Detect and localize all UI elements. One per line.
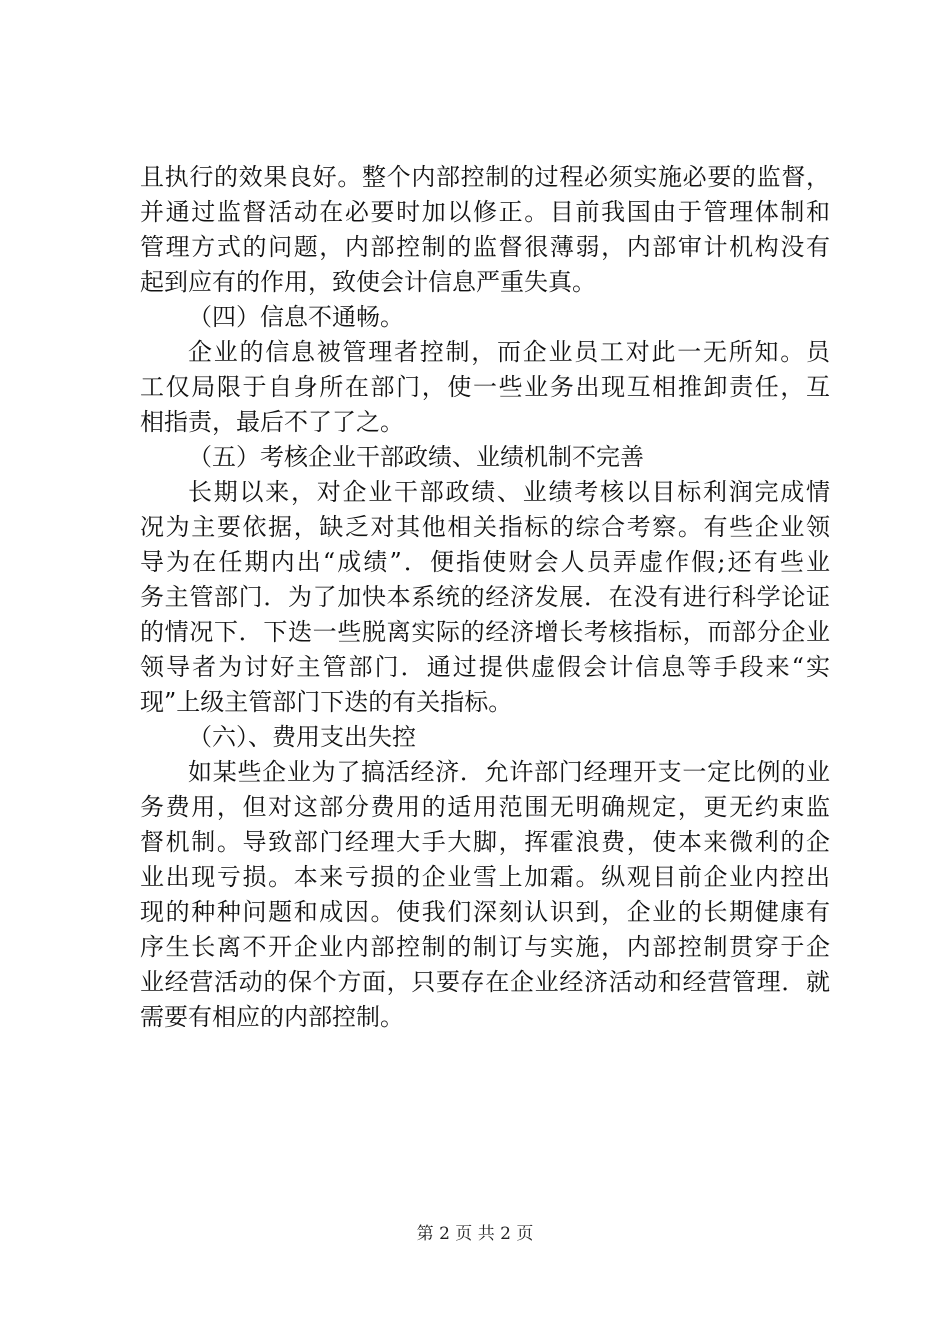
paragraph-line: 需要有相应的内部控制。 — [140, 1003, 404, 1031]
paragraph-line: 务主管部门．为了加快本系统的经济发展．在没有进行科学论证 — [140, 583, 830, 611]
paragraph-line: 业出现亏损。本来亏损的企业雪上加霜。纵观目前企业内控出 — [140, 863, 830, 891]
paragraph-line: 且执行的效果良好。整个内部控制的过程必须实施必要的监督， — [140, 163, 830, 191]
paragraph-line: 工仅局限于自身所在部门，使一些业务出现互相推卸责任，互 — [140, 373, 830, 401]
paragraph-line: 企业的信息被管理者控制，而企业员工对此一无所知。员 — [188, 338, 830, 366]
paragraph-line: 现”上级主管部门下迭的有关指标。 — [140, 688, 513, 716]
paragraph-line: 序生长离不开企业内部控制的制订与实施，内部控制贯穿于企 — [140, 933, 830, 961]
paragraph-line: 并通过监督活动在必要时加以修正。目前我国由于管理体制和 — [140, 198, 830, 226]
page-number-label: 第 2 页 共 2 页 — [416, 1224, 534, 1244]
paragraph-line: 如某些企业为了搞活经济．允许部门经理开支一定比例的业 — [188, 758, 830, 786]
page-footer — [0, 1222, 950, 1246]
section-heading: （四）信息不通畅。 — [188, 303, 404, 331]
paragraph-line: 现的种种问题和成因。使我们深刻认识到，企业的长期健康有 — [140, 898, 830, 926]
body-text — [140, 160, 830, 1035]
section-heading: （六）、费用支出失控 — [188, 723, 416, 751]
paragraph-line: 的情况下．下迭一些脱离实际的经济增长考核指标，而部分企业 — [140, 618, 830, 646]
paragraph-line: 业经营活动的保个方面，只要存在企业经济活动和经营管理．就 — [140, 968, 830, 996]
paragraph-line: 起到应有的作用，致使会计信息严重失真。 — [140, 268, 596, 296]
paragraph-line: 务费用，但对这部分费用的适用范围无明确规定，更无约束监 — [140, 793, 830, 821]
paragraph-line: 领导者为讨好主管部门．通过提供虚假会计信息等手段来“实 — [140, 653, 830, 681]
paragraph-line: 长期以来，对企业干部政绩、业绩考核以目标利润完成情 — [188, 478, 830, 506]
paragraph-line: 导为在任期内出“成绩”．便指使财会人员弄虚作假;还有些业 — [140, 548, 830, 576]
section-heading: （五）考核企业干部政绩、业绩机制不完善 — [188, 443, 644, 471]
paragraph-line: 况为主要依据，缺乏对其他相关指标的综合考察。有些企业领 — [140, 513, 830, 541]
paragraph-line: 管理方式的问题，内部控制的监督很薄弱，内部审计机构没有 — [140, 233, 830, 261]
paragraph-line: 督机制。导致部门经理大手大脚，挥霍浪费，使本来微利的企 — [140, 828, 830, 856]
paragraph-line: 相指责，最后不了了之。 — [140, 408, 404, 436]
